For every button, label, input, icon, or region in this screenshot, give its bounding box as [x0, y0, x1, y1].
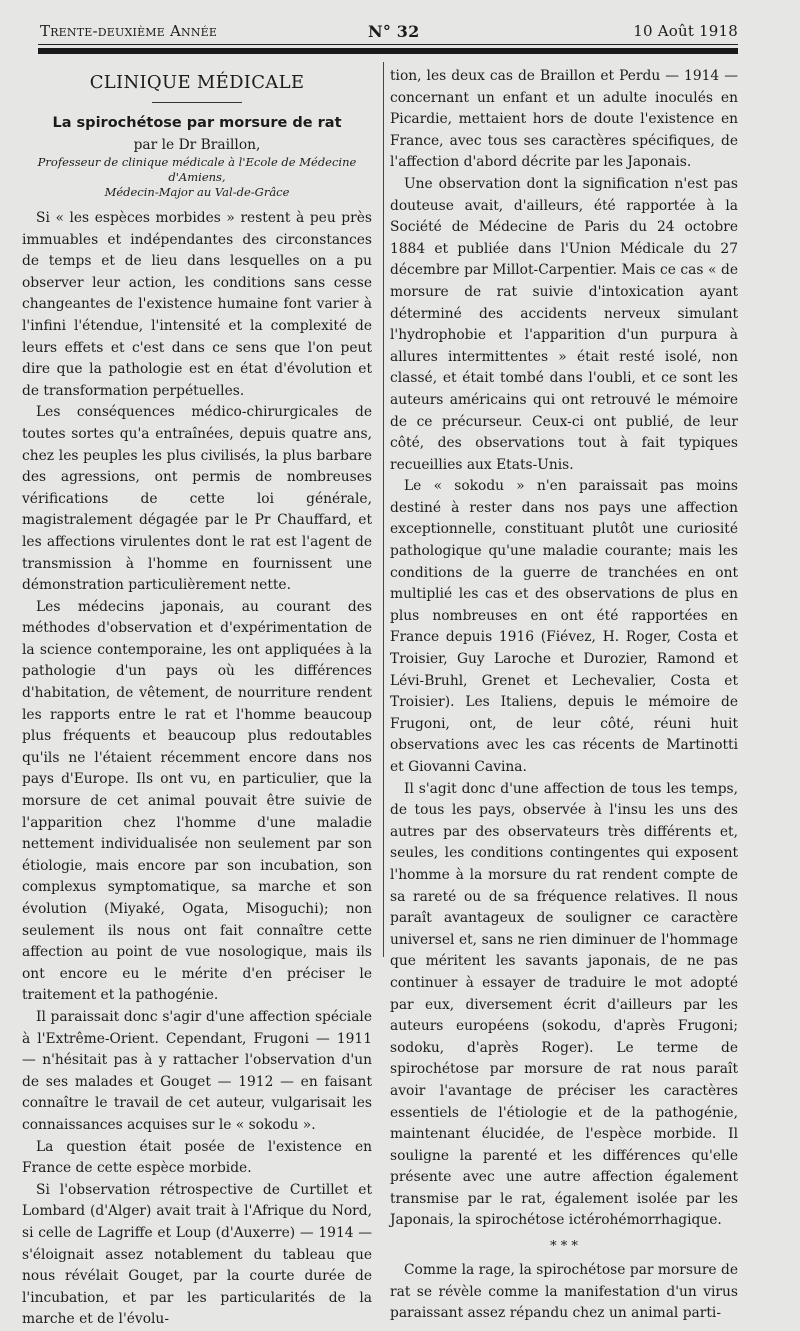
title-rule: [152, 102, 242, 103]
paragraph: tion, les deux cas de Braillon et Perdu — 1914 — concernant un enfant et un adulte inoculés en Picardie, mettaient hors de doute l'existence en France, avec tous ses caractères spécifiques, de l'affection d'abord décrite par les Japonais.: [390, 68, 738, 171]
header-rule-thick: [38, 48, 738, 54]
article-title: La spirochétose par morsure de rat: [52, 115, 342, 131]
section-title: CLINIQUE MÉDICALE: [89, 72, 305, 93]
right-column: [390, 66, 738, 1325]
affiliation-line-2: Médecin-Major au Val-de-Grâce: [104, 185, 290, 199]
paragraph: La question était posée de l'existence en France de cette espèce morbide.: [22, 1138, 372, 1177]
issue-date: 10 Août 1918: [633, 22, 738, 40]
paragraph: Les conséquences médico-chirurgicales de toutes sortes qu'a entraînées, depuis quatre ans, chez les peuples les plus civilisés, la plus barbare des agressions, ont permis de nombreuses vérifications de cette loi générale, magistralement dégagée par le Pr Chauffard, et les affections virulentes dont le rat est l'agent de transmission à l'homme en fournissent une démonstration particulièrement nette.: [22, 404, 372, 594]
author-byline: par le Dr Braillon,: [133, 137, 261, 153]
paragraph: Il paraissait donc s'agir d'une affection spéciale à l'Extrême-Orient. Cependant, Frugoni — 1911 — n'hésitait pas à y rattacher l'observation d'un de ses malades et Gouget — 1912 — en faisant connaître le travail de cet auteur, vulgarisait les connaissances acquises sur le « sokodu ».: [22, 1008, 372, 1133]
paragraph: Comme la rage, la spirochétose par morsure de rat se révèle comme la manifestation d'un virus paraissant assez répandu chez un animal parti-: [390, 1262, 738, 1322]
column-divider: [383, 62, 384, 957]
paragraph: Si l'observation rétrospective de Curtillet et Lombard (d'Alger) avait trait à l'Afrique du Nord, si celle de Lagriffe et Loup (d'Auxerre) — 1914 — s'éloignait assez notablement du tableau que nous révélait Gouget, par la courte durée de l'incubation, et par les particularités de la marche et de l'évolu-: [22, 1181, 372, 1328]
paragraph: Si « les espèces morbides » restent à peu près immuables et indépendantes des circonstances de temps et de lieu dans lesquelles on a pu observer leur action, les conditions sans cesse changeantes de l'existence humaine font varier à l'infini l'étendue, l'intensité et la complexité de leurs effets et c'est dans ce sens que l'on peut dire que la pathologie est en état d'évolution et de transformation perpétuelles.: [22, 210, 372, 399]
volume-year: Trente-deuxième Année: [40, 22, 218, 40]
author-affiliation: [22, 155, 372, 200]
paragraph: Les médecins japonais, au courant des méthodes d'observation et d'expérimentation de la science contemporaine, les ont appliquées à la pathologie d'un pays où les différences d'habitation, de vêtement, de nourriture rendent les rapports entre le rat et l'homme beaucoup plus fréquents et beaucoup plus redoutables qu'ils ne l'étaient récemment encore dans nos pays d'Europe. Ils ont vu, en particulier, que la morsure de cet animal pouvait être suivie de l'apparition chez l'homme d'une maladie nettement individualisée non seulement par son étiologie, mais encore par son incubation, son complexus symptomatique, sa marche et son évolution (Miyaké, Ogata, Misoguchi); non seulement ils nous ont fait connaître cette affection au point de vue nosologique, mais ils ont encore eu le mérite d'en préciser le traitement et la pathogénie.: [22, 598, 372, 1004]
issue-number: N° 32: [368, 22, 420, 41]
left-column: [22, 66, 372, 1331]
paragraph: Une observation dont la signification n'est pas douteuse avait, d'ailleurs, été rapportée à la Société de Médecine de Paris du 24 octobre 1884 et publiée dans l'Union Médicale du 27 décembre par Millot-Carpentier. Mais ce cas « de morsure de rat suivie d'intoxication ayant déterminé des accidents nerveux simulant l'hydrophobie et l'apparition d'un purpura à allures intermittentes » était resté isolé, non classé, et était tombé dans l'oubli, et ce sont les auteurs américains qui ont retrouvé le mémoire de ce précurseur. Ceux-ci ont publié, de leur côté, des observations tout à fait typiques recueillies aux Etats-Unis.: [390, 175, 738, 473]
paragraph: Le « sokodu » n'en paraissait pas moins destiné à rester dans nos pays une affection exceptionnelle, constituant plutôt une curiosité pathologique qu'une maladie courante; mais les conditions de la guerre de tranchées en ont multiplié les cas et des observations de plus en plus nombreuses en ont été rapportées en France depuis 1916 (Fiévez, H. Roger, Costa et Troisier, Guy Laroche et Durozier, Ramond et Lévi-Bruhl, Grenet et Lechevalier, Costa et Troisier). Les Italiens, depuis le mémoire de Frugoni, ont, de leur côté, réuni huit observations avec les cas récents de Martinotti et Giovanni Cavina.: [390, 478, 738, 775]
section-separator: * * *: [550, 1239, 578, 1255]
paragraph: Il s'agit donc d'une affection de tous les temps, de tous les pays, observée à l'insu les uns des autres par des observateurs très différents et, seules, les conditions contingentes qui exposent l'homme à la morsure du rat rendent compte de sa rareté ou de sa fréquence relatives. Il nous paraît avantageux de souligner ce caractère universel et, sans ne rien diminuer de l'hommage que méritent les savants japonais, de ne pas continuer à essayer de traduire le mot adopté par eux, diversement écrit d'ailleurs par les auteurs européens (sokodu, d'après Frugoni; sodoku, d'après Roger). Le terme de spirochétose par morsure de rat nous paraît avoir l'avantage de préciser les caractères essentiels de l'étiologie et de la pathogénie, maintenant élucidée, de l'espèce morbide. Il souligne la parenté et les différences qu'elle présente avec une autre affection également transmise par le rat, également isolée par les Japonais, la spirochétose ictérohémorrhagique.: [390, 780, 738, 1229]
affiliation-line-1: Professeur de clinique médicale à l'Ecole de Médecine d'Amiens,: [37, 155, 357, 184]
header-rule-thin: [38, 44, 738, 45]
